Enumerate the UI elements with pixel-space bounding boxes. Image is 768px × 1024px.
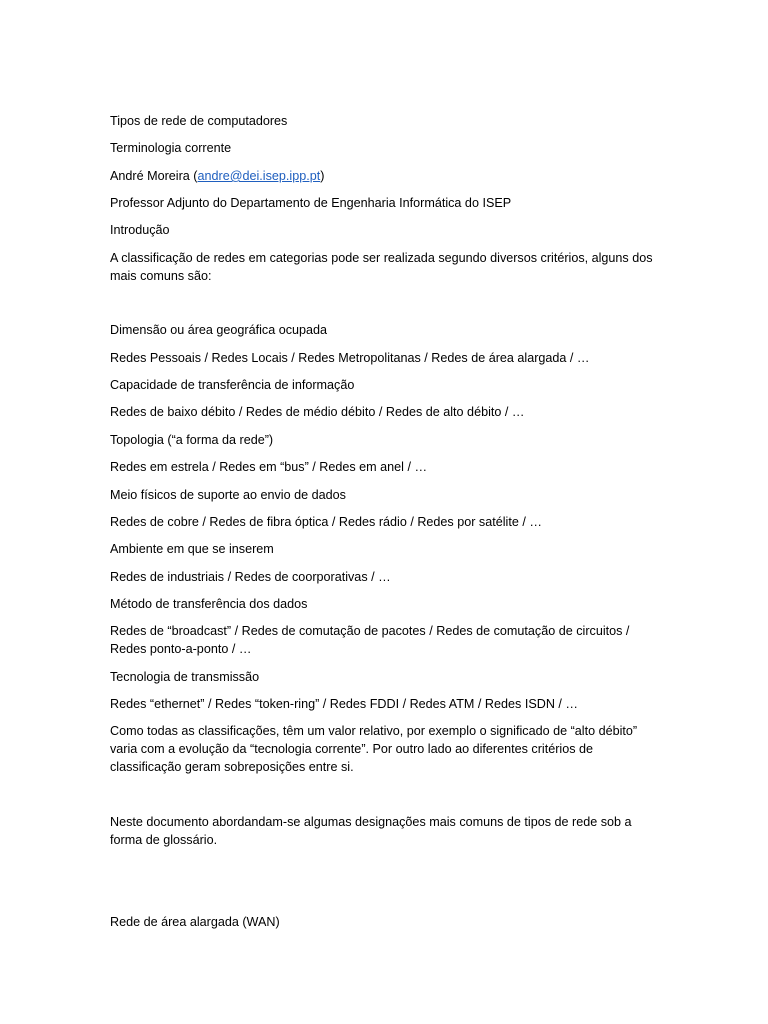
criterion-examples: Redes “ethernet” / Redes “token-ring” / Redes FDDI / Redes ATM / Redes ISDN / … (110, 697, 579, 711)
author-line (110, 167, 662, 185)
author-close-paren: ) (320, 169, 325, 183)
criterion-heading: Topologia (“a forma da rede”) (110, 433, 274, 447)
section-heading-wan: Rede de área alargada (WAN) (110, 915, 280, 929)
relative-value-paragraph: Como todas as classificações, têm um valor relativo, por exemplo o significado de “alto débito” varia com a evolução da “tecnologia corrente”. Por outro lado ao diferentes critérios de classificação geram sobreposições entre si. (110, 724, 638, 775)
glossary-paragraph: Neste documento abordandam-se algumas designações mais comuns de tipos de rede sob a forma de glossário. (110, 815, 632, 848)
section-heading-introducao: Introdução (110, 223, 170, 237)
criterion-heading: Dimensão ou área geográfica ocupada (110, 323, 328, 337)
criterion-heading: Capacidade de transferência de informação (110, 378, 355, 392)
author-role: Professor Adjunto do Departamento de Engenharia Informática do ISEP (110, 196, 512, 210)
criterion-examples: Redes de “broadcast” / Redes de comutação de pacotes / Redes de comutação de circuitos / Redes ponto-a-ponto / … (110, 624, 630, 657)
criterion-heading: Tecnologia de transmissão (110, 670, 260, 684)
criterion-heading: Ambiente em que se inserem (110, 542, 274, 556)
document-title: Tipos de rede de computadores (110, 114, 288, 128)
intro-paragraph: A classificação de redes em categorias pode ser realizada segundo diversos critérios, alguns dos mais comuns são: (110, 251, 653, 284)
criterion-examples: Redes de cobre / Redes de fibra óptica / Redes rádio / Redes por satélite / … (110, 515, 542, 529)
document-subtitle: Terminologia corrente (110, 141, 232, 155)
author-email-link[interactable]: andre@dei.isep.ipp.pt (197, 169, 321, 183)
criterion-heading: Meio físicos de suporte ao envio de dados (110, 488, 346, 502)
criterion-examples: Redes em estrela / Redes em “bus” / Redes em anel / … (110, 460, 428, 474)
criterion-heading: Método de transferência dos dados (110, 597, 308, 611)
criterion-examples: Redes de industriais / Redes de coorporativas / … (110, 570, 391, 584)
criterion-examples: Redes Pessoais / Redes Locais / Redes Metropolitanas / Redes de área alargada / … (110, 351, 590, 365)
author-name: André Moreira ( (110, 169, 198, 183)
criterion-examples: Redes de baixo débito / Redes de médio débito / Redes de alto débito / … (110, 405, 525, 419)
